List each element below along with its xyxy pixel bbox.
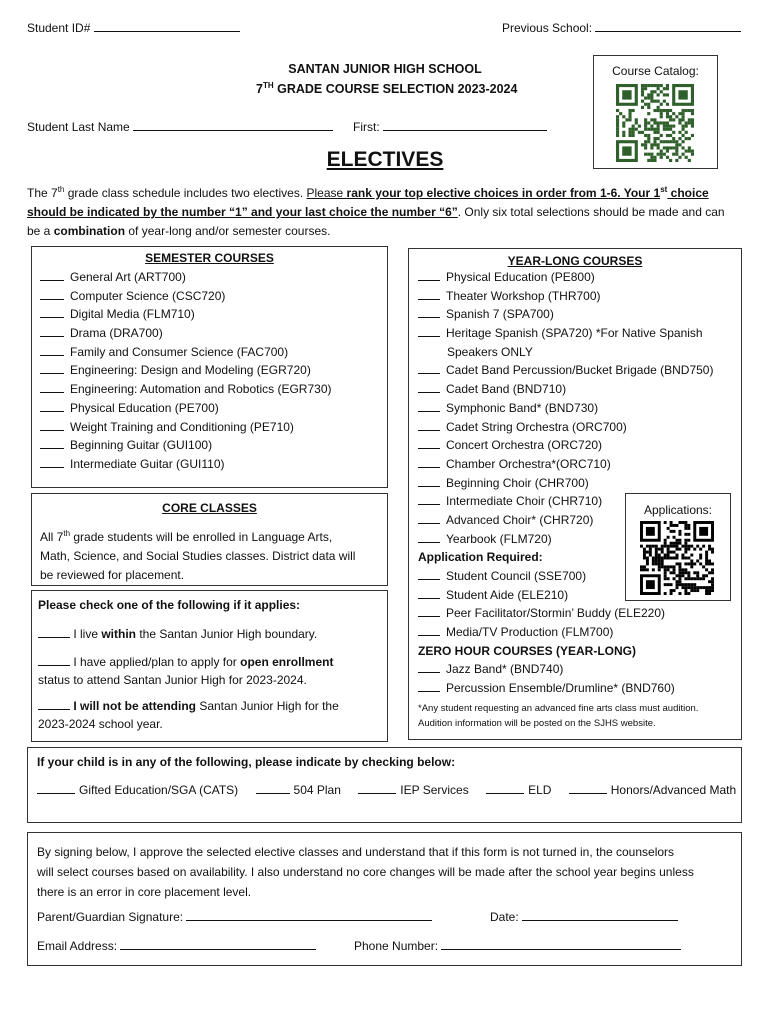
course-item[interactable] [40,343,387,362]
previous-school-blank[interactable] [595,21,741,32]
signature-agreement: By signing below, I approve the selected elective classes and understand that if this form is not turned in, the counselors will select courses based on availability. I also understand no core changes will be made after the school year begins unless there is an error in core placement level. [37,845,694,899]
application-required-label: Application Required: [418,550,543,565]
signature-box [27,832,742,966]
rank-blank[interactable] [418,568,440,580]
rank-blank[interactable] [418,269,440,281]
course-item[interactable] [418,474,741,493]
rank-blank[interactable] [40,306,64,318]
electives-title: ELECTIVES [326,148,444,171]
course-label: Yearbook (FLM720) [446,531,552,546]
rank-blank[interactable] [418,475,440,487]
phone-blank[interactable] [441,939,681,950]
checkbox-blank[interactable] [38,698,70,710]
course-label: Spanish 7 (SPA700) [446,307,554,322]
course-item[interactable] [418,679,741,698]
previous-school-label: Previous School: [502,21,593,35]
course-item[interactable] [40,380,387,399]
checkbox-blank[interactable] [37,782,75,794]
course-item[interactable] [40,455,387,474]
core-classes-box [31,493,388,586]
rank-blank[interactable] [418,306,440,318]
checkbox-blank[interactable] [569,782,607,794]
rank-blank[interactable] [40,362,64,374]
semester-course-list [40,268,387,474]
course-label: Symphonic Band* (BND730) [446,400,599,415]
course-label: Cadet Band Percussion/Bucket Brigade (BND750) [446,363,714,378]
rank-blank[interactable] [418,624,440,636]
course-label: Jazz Band* (BND740) [446,662,564,677]
semester-courses-title: SEMESTER COURSES [145,251,274,265]
course-item[interactable] [418,623,741,642]
semester-courses-box [31,246,388,488]
rank-blank[interactable] [418,362,440,374]
rank-blank[interactable] [40,419,64,431]
course-label: Peer Facilitator/Stormin’ Buddy (ELE220) [446,606,665,621]
checkbox-blank[interactable] [38,626,70,638]
course-item[interactable] [418,455,741,474]
course-label: Student Council (SSE700) [446,569,587,583]
course-label: Computer Science (CSC720) [70,288,226,303]
course-item[interactable] [418,268,741,287]
student-last-name-field[interactable] [27,120,333,134]
course-label: Engineering: Automation and Robotics (EGR730) [70,382,332,397]
course-label: Engineering: Design and Modeling (EGR720) [70,363,311,378]
email-blank[interactable] [120,939,316,950]
option-eld[interactable]: ELD [528,783,552,797]
heritage-note: Speakers ONLY [447,344,533,359]
rank-blank[interactable] [418,680,440,692]
course-label: Intermediate Guitar (GUI110) [70,456,225,471]
rank-blank[interactable] [418,325,440,337]
course-item[interactable] [418,324,741,343]
rank-blank[interactable] [40,325,64,337]
course-label: Concert Orchestra (ORC720) [446,438,603,453]
rank-blank[interactable] [40,381,64,393]
parent-signature-field[interactable] [37,910,432,924]
special-programs-title: If your child is in any of the following, please indicate by checking below: [37,755,456,769]
core-classes-text: All 7th grade students will be enrolled in Language Arts, Math, Science, and Social Studies classes. District data will be reviewed for placement. [40,529,356,582]
course-item[interactable] [40,418,387,437]
course-item[interactable] [40,324,387,343]
parent-signature-label: Parent/Guardian Signature: [37,910,184,924]
course-label: Digital Media (FLM710) [70,307,195,322]
date-field[interactable] [490,910,678,924]
rank-blank[interactable] [418,419,440,431]
course-label: Family and Consumer Science (FAC700) [70,344,289,359]
course-item[interactable] [418,287,741,306]
course-label: Percussion Ensemble/Drumline* (BND760) [446,681,675,696]
attendance-check-box [31,590,388,742]
zero-hour-label: ZERO HOUR COURSES (YEAR-LONG) [418,643,637,658]
rank-blank[interactable] [40,344,64,356]
applications-label: Applications: [643,503,713,517]
special-programs-options [37,782,741,797]
option-gifted[interactable]: Gifted Education/SGA (CATS) [79,783,239,797]
course-item[interactable] [418,604,741,623]
checkbox-blank[interactable] [358,782,396,794]
course-label: Physical Education (PE800) [446,270,595,284]
rank-blank[interactable] [418,381,440,393]
phone-label: Phone Number: [354,939,439,953]
student-id-field[interactable] [27,21,240,35]
course-item[interactable] [40,305,387,324]
rank-blank[interactable] [40,288,64,300]
option-504-plan[interactable]: 504 Plan [293,783,341,797]
rank-blank[interactable] [418,288,440,300]
course-item[interactable] [40,436,387,455]
course-label: Drama (DRA700) [70,326,163,341]
applications-qr-icon[interactable] [640,521,714,595]
course-item[interactable] [418,305,741,324]
special-programs-box [27,747,742,823]
last-name-blank[interactable] [133,120,333,131]
first-name-label: First: [353,120,380,134]
course-item[interactable] [40,399,387,418]
yearlong-courses-title: YEAR-LONG COURSES [507,254,643,268]
course-selection-title: 7TH GRADE COURSE SELECTION 2023-2024 [256,81,518,97]
option-open-enrollment[interactable]: I have applied/plan to apply for open enrollment status to attend Santan Junior High for 2023-2024. [38,655,334,687]
course-label: Beginning Guitar (GUI100) [70,438,213,453]
first-name-blank[interactable] [383,120,547,131]
course-item[interactable] [40,287,387,306]
audition-note: *Any student requesting an advanced fine arts class must audition. Audition information will be posted on the SJHS website. [418,702,699,729]
checkbox-blank[interactable] [256,782,290,794]
course-item[interactable] [418,436,741,455]
rank-blank[interactable] [40,456,64,468]
rank-blank[interactable] [418,493,440,505]
school-name: SANTAN JUNIOR HIGH SCHOOL [288,62,482,76]
core-classes-title: CORE CLASSES [162,501,257,515]
parent-signature-blank[interactable] [186,910,432,921]
rank-blank[interactable] [40,437,64,449]
rank-blank[interactable] [418,437,440,449]
course-label: Student Aide (ELE210) [446,587,569,602]
course-item[interactable] [418,361,741,380]
course-item[interactable] [418,418,741,437]
course-label: Beginning Choir (CHR700) [446,475,589,490]
date-blank[interactable] [522,910,678,921]
course-item[interactable] [40,361,387,380]
last-name-label: Student Last Name [27,120,130,134]
previous-school-field[interactable] [502,21,741,35]
student-id-blank[interactable] [94,21,240,32]
course-label: General Art (ART700) [70,270,186,284]
option-within-boundary[interactable]: I live within the Santan Junior High boundary. [38,626,387,641]
course-catalog-label: Course Catalog: [612,64,699,78]
option-not-attending[interactable]: I will not be attending Santan Junior High for the 2023-2024 school year. [38,699,339,731]
course-label: Media/TV Production (FLM700) [446,625,614,640]
rank-blank[interactable] [418,587,440,599]
course-item[interactable] [418,380,741,399]
date-label: Date: [490,910,519,924]
option-honors-math[interactable]: Honors/Advanced Math [610,783,737,797]
first-name-field[interactable] [353,120,547,134]
attendance-check-title: Please check one of the following if it applies: [38,598,301,612]
course-label: Weight Training and Conditioning (PE710) [70,419,294,434]
course-label: Intermediate Choir (CHR710) [446,494,603,509]
rank-blank[interactable] [418,456,440,468]
rank-blank[interactable] [418,605,440,617]
email-field[interactable] [37,939,316,953]
rank-blank[interactable] [40,269,64,281]
student-id-label: Student ID# [27,21,91,35]
course-label: Physical Education (PE700) [70,400,219,415]
course-item[interactable] [40,268,387,287]
course-item[interactable] [418,660,741,679]
rank-blank[interactable] [418,661,440,673]
rank-blank[interactable] [418,512,440,524]
option-iep[interactable]: IEP Services [400,783,469,797]
course-label: Cadet Band (BND710) [446,382,567,397]
course-label: Cadet String Orchestra (ORC700) [446,419,627,434]
checkbox-blank[interactable] [486,782,524,794]
course-item[interactable] [418,399,741,418]
rank-blank[interactable] [418,400,440,412]
intro-paragraph: The 7th grade class schedule includes two electives. Please rank your top elective choices in order from 1-6. Your 1st choice should be indicated by the number “1” and your last choice the number “6”. Only six total selections should be made and can be a combination of year-long and/or semester courses. [27,185,725,238]
course-label: Chamber Orchestra*(ORC710) [446,456,611,471]
rank-blank[interactable] [418,531,440,543]
course-label: Theater Workshop (THR700) [446,288,601,303]
course-label: Heritage Spanish (SPA720) *For Native Spanish [446,326,703,341]
checkbox-blank[interactable] [38,654,70,666]
course-label: Advanced Choir* (CHR720) [446,512,594,527]
phone-field[interactable] [354,939,681,953]
email-label: Email Address: [37,939,118,953]
rank-blank[interactable] [40,400,64,412]
